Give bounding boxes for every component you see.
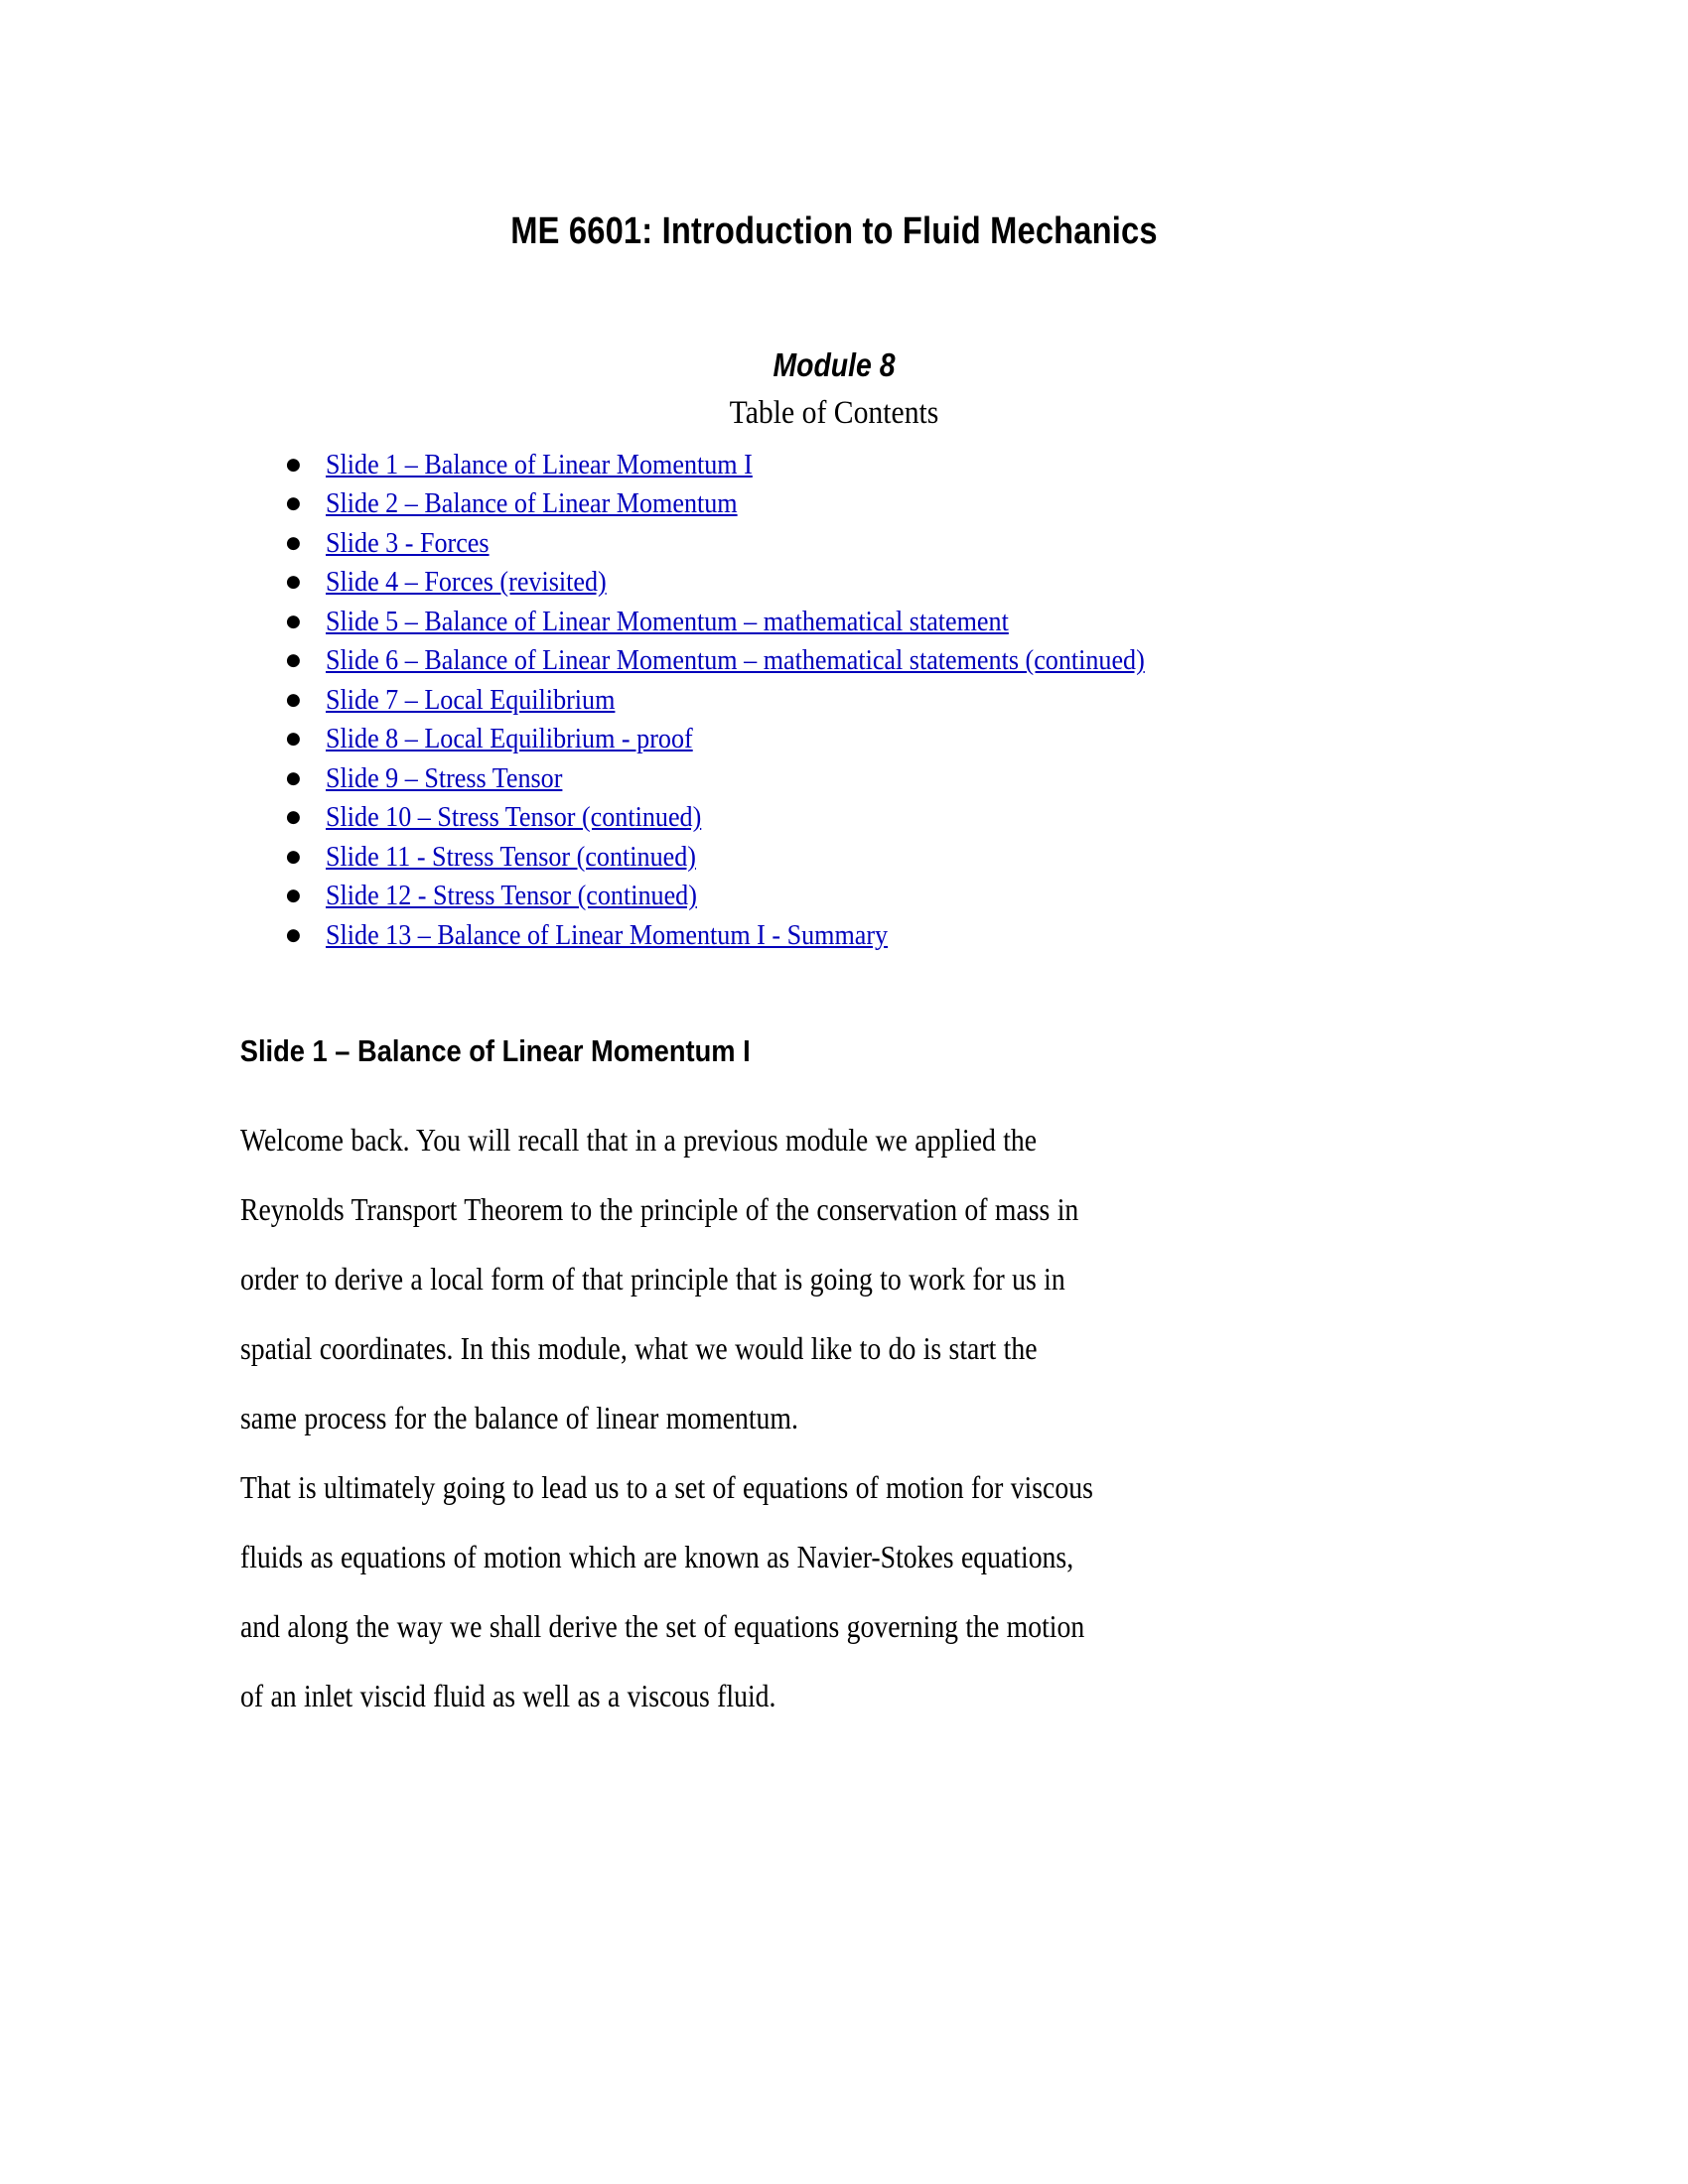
bullet-icon: ● bbox=[286, 650, 301, 671]
list-item bbox=[238, 641, 1430, 681]
bullet-icon: ● bbox=[286, 572, 301, 593]
list-item bbox=[238, 798, 1430, 838]
list-item bbox=[238, 916, 1430, 956]
toc-link-slide-1[interactable]: Slide 1 – Balance of Linear Momentum I bbox=[326, 448, 753, 480]
toc-link-slide-4[interactable]: Slide 4 – Forces (revisited) bbox=[326, 566, 607, 599]
bullet-icon: ● bbox=[286, 807, 301, 828]
toc-link-slide-10[interactable]: Slide 10 – Stress Tensor (continued) bbox=[326, 801, 702, 834]
paragraph-line: and along the way we shall derive the set of equations governing the motion bbox=[240, 1608, 1085, 1644]
toc-link-slide-9[interactable]: Slide 9 – Stress Tensor bbox=[326, 761, 563, 794]
toc-link-slide-13[interactable]: Slide 13 – Balance of Linear Momentum I - Summary bbox=[326, 918, 889, 951]
list-item bbox=[238, 484, 1430, 524]
list-item bbox=[238, 720, 1430, 759]
toc-link-slide-6[interactable]: Slide 6 – Balance of Linear Momentum – mathematical statements (continued) bbox=[326, 644, 1145, 677]
toc-link-slide-7[interactable]: Slide 7 – Local Equilibrium bbox=[326, 683, 616, 716]
paragraph-line: fluids as equations of motion which are known as Navier-Stokes equations, bbox=[240, 1539, 1074, 1574]
toc-link-slide-11[interactable]: Slide 11 - Stress Tensor (continued) bbox=[326, 840, 696, 873]
list-item bbox=[238, 524, 1430, 564]
toc-link-slide-2[interactable]: Slide 2 – Balance of Linear Momentum bbox=[326, 487, 738, 520]
slide-1-paragraph-1 bbox=[238, 1070, 1233, 1453]
list-item bbox=[238, 877, 1430, 916]
paragraph-line: spatial coordinates. In this module, what we would like to do is start the bbox=[240, 1330, 1038, 1366]
table-of-contents-heading: Table of Contents bbox=[729, 395, 939, 432]
bullet-icon: ● bbox=[286, 532, 301, 553]
slide-1-paragraph-2 bbox=[238, 1453, 1233, 1731]
paragraph-line: That is ultimately going to lead us to a set of equations of motion for viscous bbox=[240, 1469, 1093, 1505]
bullet-icon: ● bbox=[286, 689, 301, 710]
list-item bbox=[238, 603, 1430, 642]
bullet-icon: ● bbox=[286, 924, 301, 945]
list-item bbox=[238, 759, 1430, 799]
bullet-icon: ● bbox=[286, 767, 301, 788]
paragraph-line: same process for the balance of linear momentum. bbox=[240, 1400, 798, 1435]
bullet-icon: ● bbox=[286, 493, 301, 514]
slide-1-heading: Slide 1 – Balance of Linear Momentum I bbox=[239, 1033, 751, 1069]
toc-link-slide-8[interactable]: Slide 8 – Local Equilibrium - proof bbox=[326, 723, 693, 755]
bullet-icon: ● bbox=[286, 886, 301, 906]
bullet-icon: ● bbox=[286, 846, 301, 867]
paragraph-line: order to derive a local form of that principle that is going to work for us in bbox=[240, 1261, 1065, 1297]
paragraph-line: Reynolds Transport Theorem to the principle of the conservation of mass in bbox=[240, 1191, 1079, 1227]
bullet-icon: ● bbox=[286, 729, 301, 750]
bullet-icon: ● bbox=[286, 454, 301, 475]
toc-link-slide-5[interactable]: Slide 5 – Balance of Linear Momentum – mathematical statement bbox=[326, 605, 1009, 637]
page-title: ME 6601: Introduction to Fluid Mechanics bbox=[510, 210, 1158, 252]
list-item bbox=[238, 681, 1430, 721]
table-of-contents-list bbox=[238, 446, 1430, 956]
list-item bbox=[238, 838, 1430, 878]
toc-link-slide-12[interactable]: Slide 12 - Stress Tensor (continued) bbox=[326, 880, 697, 912]
bullet-icon: ● bbox=[286, 611, 301, 631]
list-item bbox=[238, 563, 1430, 603]
document-content-column bbox=[238, 0, 1430, 1731]
toc-link-slide-3[interactable]: Slide 3 - Forces bbox=[326, 526, 490, 559]
module-title: Module 8 bbox=[773, 345, 896, 383]
paragraph-line: Welcome back. You will recall that in a previous module we applied the bbox=[240, 1122, 1038, 1158]
paragraph-line: of an inlet viscid fluid as well as a viscous fluid. bbox=[240, 1678, 776, 1713]
list-item bbox=[238, 446, 1430, 485]
